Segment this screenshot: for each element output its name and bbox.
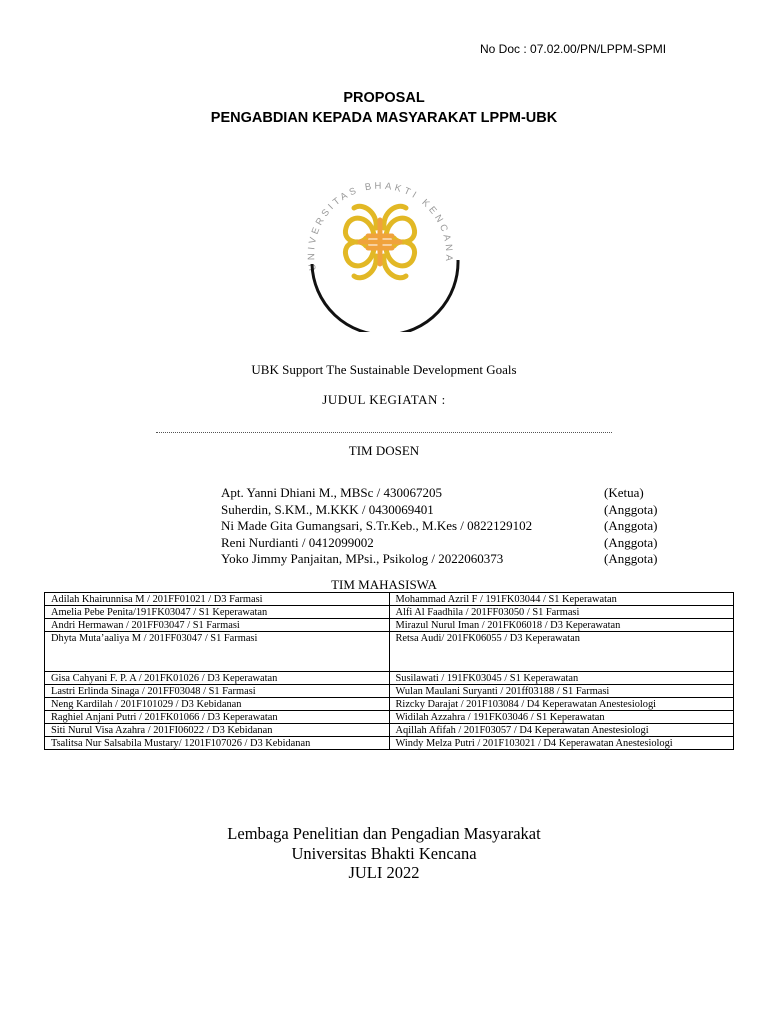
student-cell-left: Tsalitsa Nur Salsabila Mustary/ 1201F107026 / D3 Kebidanan bbox=[45, 737, 390, 750]
lecturer-name: Apt. Yanni Dhiani M., MBSc / 430067205 bbox=[221, 485, 443, 500]
lecturer-row bbox=[221, 502, 681, 519]
student-cell-left: Neng Kardilah / 201F101029 / D3 Kebidanan bbox=[45, 698, 390, 711]
proposal-subtitle: PENGABDIAN KEPADA MASYARAKAT LPPM-UBK bbox=[210, 110, 558, 126]
student-cell-right: Aqillah Afifah / 201F03057 / D4 Keperawatan Anestesiologi bbox=[389, 724, 734, 737]
lecturer-role: (Anggota) bbox=[604, 501, 658, 517]
table-row bbox=[45, 724, 734, 737]
student-cell-right: Mirazul Nurul Iman / 201FK06018 / D3 Keperawatan bbox=[389, 619, 734, 632]
lecturer-role: (Ketua) bbox=[604, 485, 644, 500]
table-row bbox=[45, 737, 734, 750]
tim-mahasiswa-heading: TIM MAHASISWA bbox=[331, 577, 437, 592]
activity-title-label: JUDUL KEGIATAN : bbox=[322, 392, 446, 407]
title-placeholder-line bbox=[156, 432, 612, 433]
student-cell-left: Lastri Erlinda Sinaga / 201FF03048 / S1 Farmasi bbox=[45, 685, 390, 698]
university-name: Universitas Bhakti Kencana bbox=[291, 844, 477, 863]
table-row bbox=[45, 632, 734, 672]
table-row bbox=[45, 593, 734, 606]
student-cell-left: Raghiel Anjani Putri / 201FK01066 / D3 Keperawatan bbox=[45, 711, 390, 724]
document-date: JULI 2022 bbox=[348, 863, 420, 882]
lecturer-row bbox=[221, 485, 681, 502]
logo-arc-text: UNIVERSITAS BHAKTI KENCANA bbox=[306, 180, 455, 272]
student-cell-right: Wulan Maulani Suryanti / 201ff03188 / S1 Farmasi bbox=[389, 685, 734, 698]
table-row bbox=[45, 619, 734, 632]
lecturer-role: (Anggota) bbox=[604, 551, 658, 566]
student-cell-left: Dhyta Muta’aaliya M / 201FF03047 / S1 Farmasi bbox=[45, 632, 390, 672]
lecturer-row bbox=[221, 535, 681, 552]
document-number: No Doc : 07.02.00/PN/LPPM-SPMI bbox=[480, 42, 667, 56]
table-row bbox=[45, 698, 734, 711]
student-cell-left: Amelia Pebe Penita/191FK03047 / S1 Keperawatan bbox=[45, 606, 390, 619]
lecturer-role: (Anggota) bbox=[604, 534, 658, 550]
student-cell-right: Retsa Audi/ 201FK06055 / D3 Keperawatan bbox=[389, 632, 734, 672]
table-row bbox=[45, 685, 734, 698]
student-cell-right: Rizcky Darajat / 201F103084 / D4 Keperawatan Anestesiologi bbox=[389, 698, 734, 711]
student-table bbox=[44, 592, 734, 750]
student-cell-right: Alfi Al Faadhila / 201FF03050 / S1 Farmasi bbox=[389, 606, 734, 619]
institution-name: Lembaga Penelitian dan Pengadian Masyarakat bbox=[227, 824, 541, 843]
lecturer-name: Suherdin, S.KM., M.KKK / 0430069401 bbox=[221, 501, 434, 517]
lecturer-list bbox=[221, 485, 681, 568]
university-logo bbox=[290, 152, 470, 332]
table-row bbox=[45, 672, 734, 685]
student-cell-right: Mohammad Azril F / 191FK03044 / S1 Keperawatan bbox=[389, 593, 734, 606]
student-cell-right: Widilah Azzahra / 191FK03046 / S1 Keperawatan bbox=[389, 711, 734, 724]
student-cell-left: Gisa Cahyani F. P. A / 201FK01026 / D3 Keperawatan bbox=[45, 672, 390, 685]
lecturer-name: Ni Made Gita Gumangsari, S.Tr.Keb., M.Kes / 0822129102 bbox=[221, 518, 533, 533]
lecturer-row bbox=[221, 551, 681, 568]
lecturer-name: Reni Nurdianti / 0412099002 bbox=[221, 534, 374, 550]
lecturer-row bbox=[221, 518, 681, 535]
tim-dosen-heading: TIM DOSEN bbox=[348, 443, 420, 458]
student-cell-right: Windy Melza Putri / 201F103021 / D4 Keperawatan Anestesiologi bbox=[389, 737, 734, 750]
lecturer-name: Yoko Jimmy Panjaitan, MPsi., Psikolog / 2022060373 bbox=[221, 551, 504, 566]
student-cell-left: Andri Hermawan / 201FF03047 / S1 Farmasi bbox=[45, 619, 390, 632]
table-row bbox=[45, 606, 734, 619]
theme-statement: UBK Support The Sustainable Development Goals bbox=[251, 362, 517, 377]
table-row bbox=[45, 711, 734, 724]
student-cell-left: Siti Nurul Visa Azahra / 201FI06022 / D3 Kebidanan bbox=[45, 724, 390, 737]
lecturer-role: (Anggota) bbox=[604, 518, 658, 533]
student-cell-right: Susilawati / 191FK03045 / S1 Keperawatan bbox=[389, 672, 734, 685]
student-cell-left: Adilah Khairunnisa M / 201FF01021 / D3 Farmasi bbox=[45, 593, 390, 606]
proposal-title: PROPOSAL bbox=[343, 90, 425, 106]
